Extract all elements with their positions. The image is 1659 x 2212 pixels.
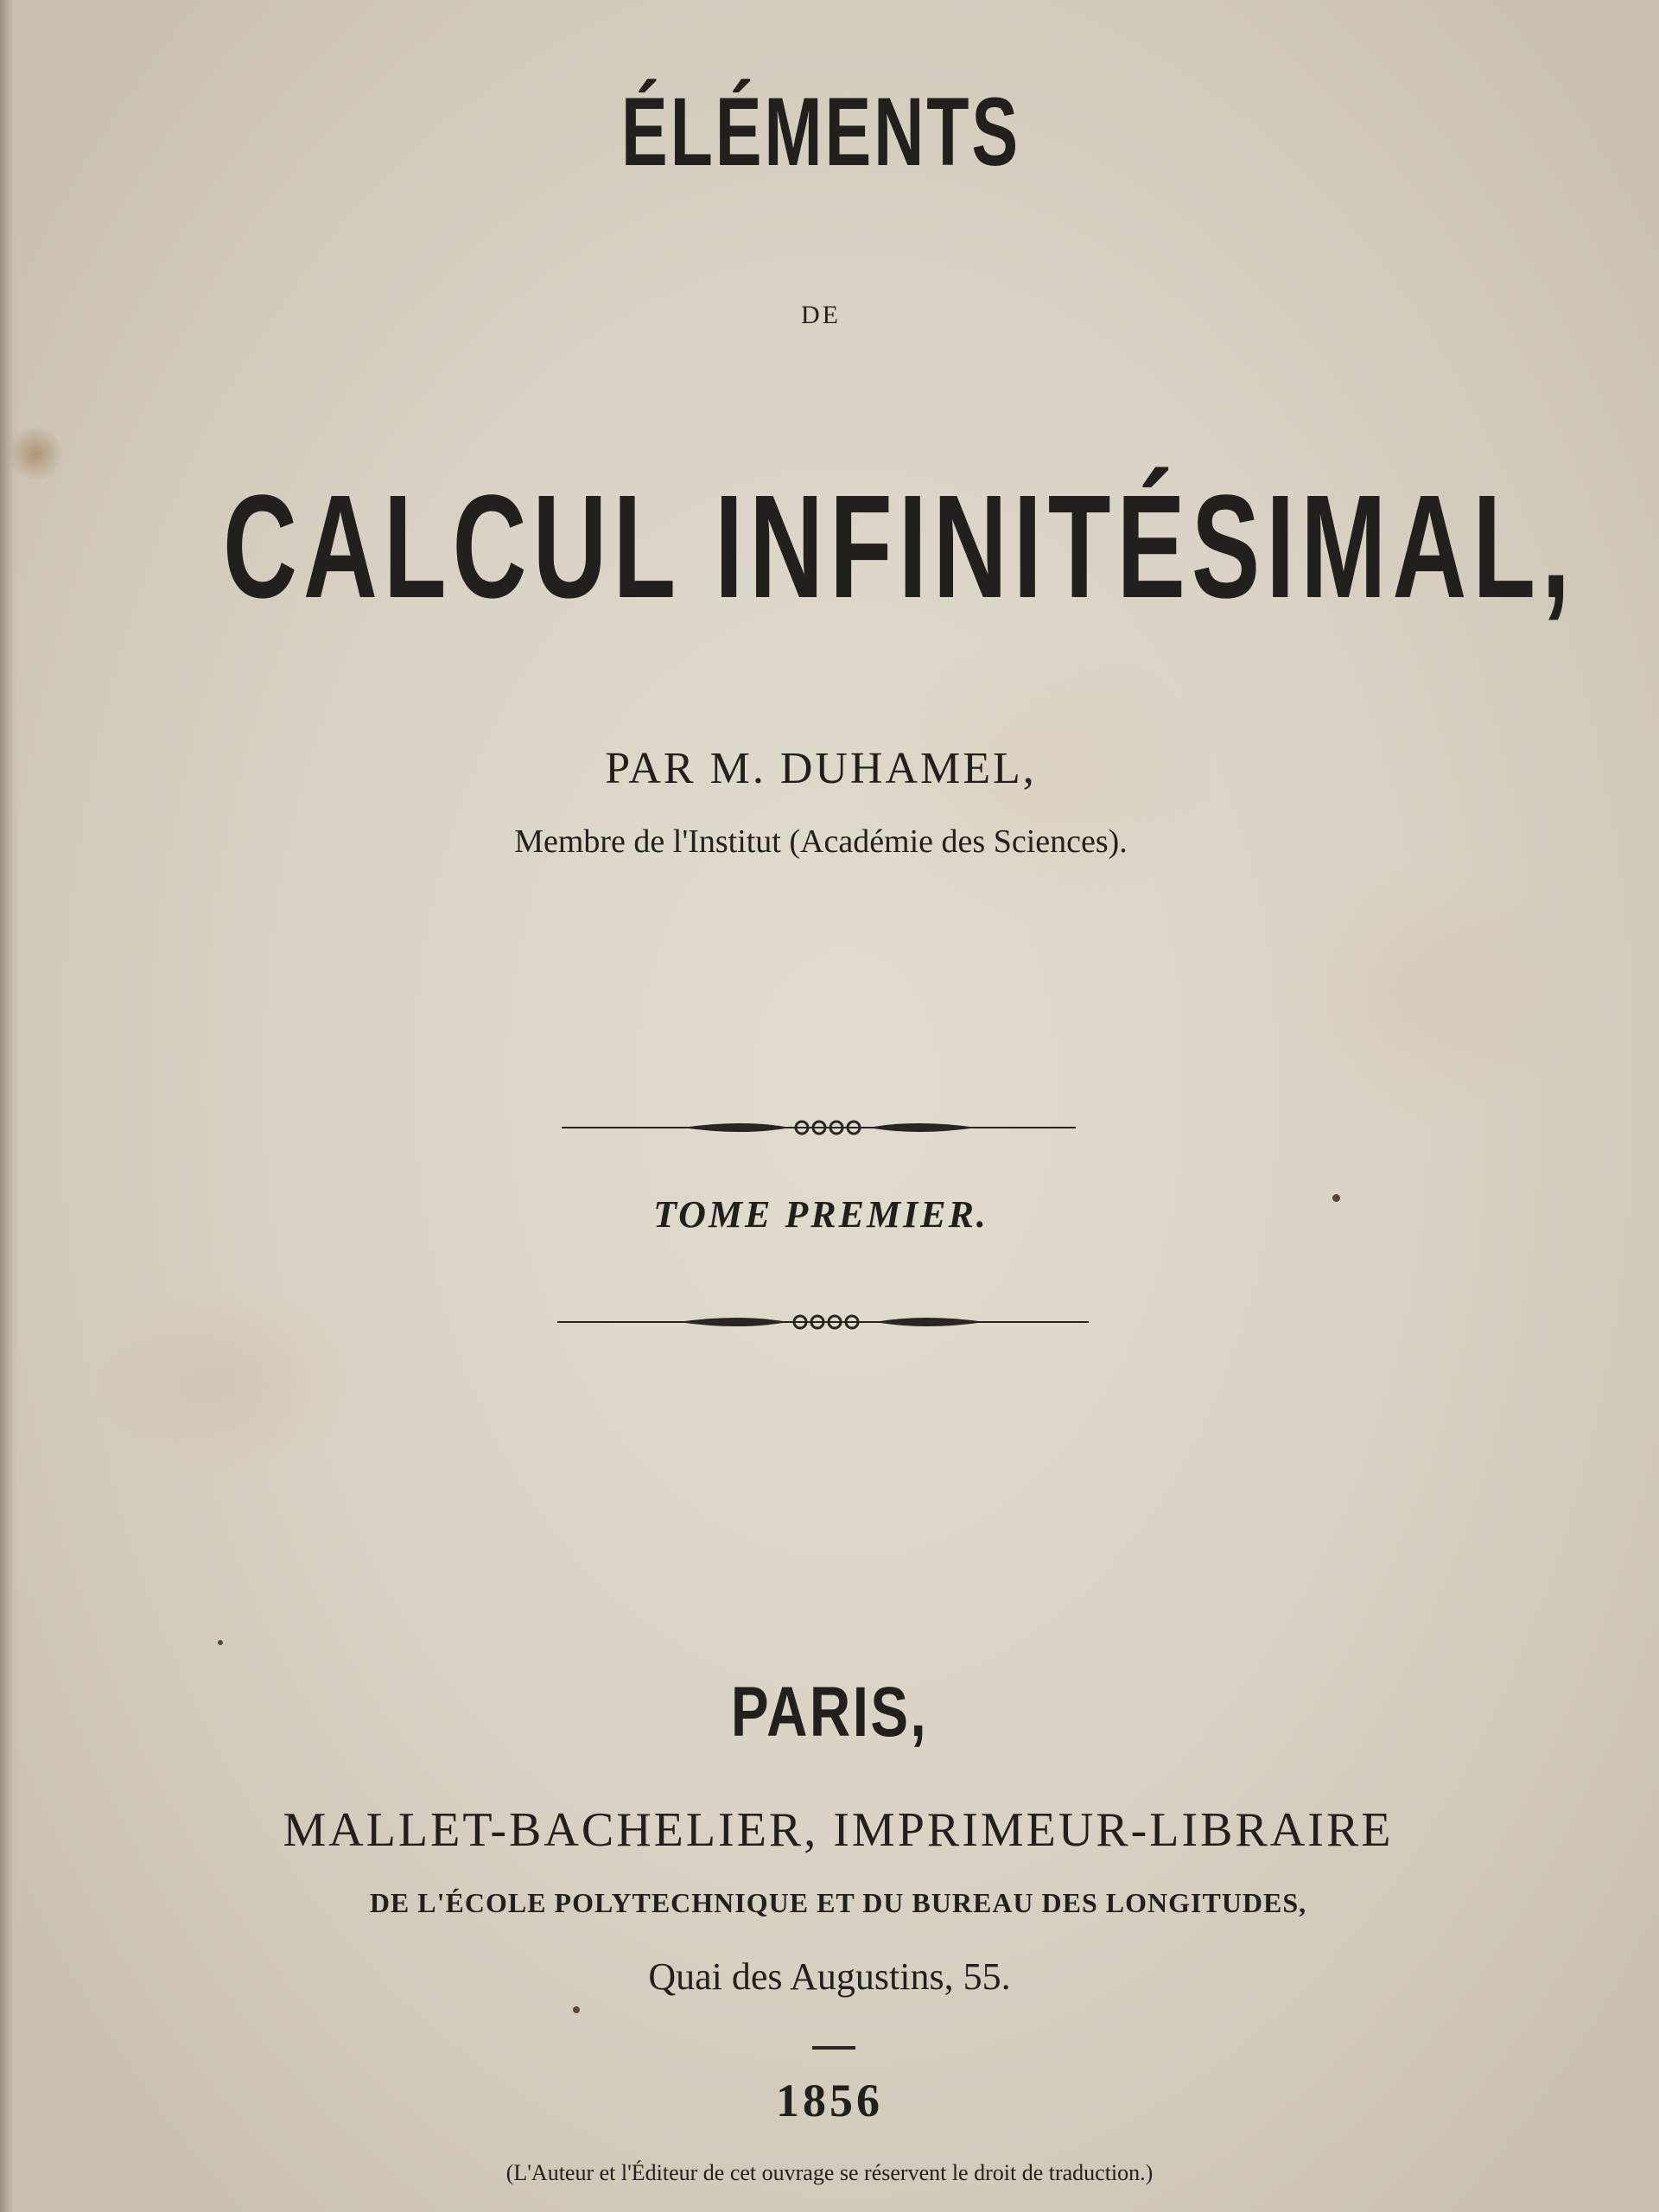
- paper-speck: [218, 1640, 223, 1645]
- ornamental-rule-top: [0, 1110, 1659, 1145]
- book-title-connector: DE: [801, 301, 841, 329]
- book-title-line-1: ÉLÉMENTS: [620, 78, 1021, 186]
- book-title-line-2: CALCUL INFINITÉSIMAL,: [223, 465, 1577, 629]
- volume-label: TOME PREMIER.: [653, 1193, 988, 1236]
- publisher-institution: DE L'ÉCOLE POLYTECHNIQUE ET DU BUREAU DES LONGITUDES,: [369, 1887, 1307, 1918]
- publication-year: 1856: [776, 2075, 883, 2126]
- rights-notice: (L'Auteur et l'Éditeur de cet ouvrage se réservent le droit de traduction.): [505, 2160, 1154, 2185]
- page-binding-edge: [0, 0, 19, 2212]
- ornamental-rule-bottom: [0, 1305, 1659, 1339]
- author-affiliation: Membre de l'Institut (Académie des Sciences).: [514, 823, 1128, 860]
- publication-city: PARIS,: [730, 1673, 929, 1751]
- paper-speck: [573, 2006, 580, 2013]
- author-name: PAR M. DUHAMEL,: [605, 744, 1037, 793]
- publisher-address: Quai des Augustins, 55.: [648, 1955, 1011, 1998]
- short-rule: [812, 2046, 855, 2050]
- publisher-name: MALLET-BACHELIER, IMPRIMEUR-LIBRAIRE: [283, 1803, 1394, 1857]
- paper-stain: [5, 428, 66, 480]
